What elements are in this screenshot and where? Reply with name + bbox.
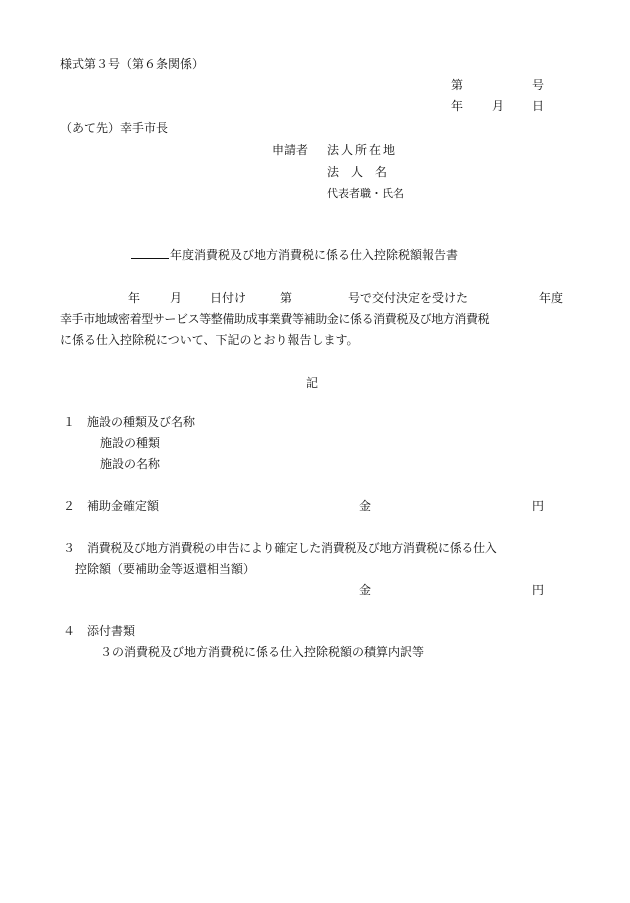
date-month: 月 [492, 99, 505, 113]
item-2-yen: 円 [532, 499, 545, 513]
body-date-suffix: 日付け [210, 291, 247, 305]
body-fiscal-year: 年度 [539, 291, 564, 305]
number-prefix: 第 [451, 78, 464, 92]
body-number-prefix: 第 [280, 291, 293, 305]
item-2-title: 補助金確定額 [87, 499, 160, 513]
addressee: （あて先）幸手市長 [60, 121, 169, 135]
date-year: 年 [451, 99, 464, 113]
ki-heading: 記 [306, 376, 319, 390]
body-year: 年 [128, 291, 141, 305]
applicant-rep-label: 代表者職・氏名 [327, 187, 404, 200]
item-2-number: ２ [63, 499, 76, 513]
item-1-sub-1: 施設の種類 [100, 436, 161, 450]
item-1-sub-2: 施設の名称 [100, 457, 161, 471]
number-suffix: 号 [532, 78, 545, 92]
form-label: 様式第３号（第６条関係） [60, 57, 205, 71]
item-2-kin: 金 [359, 499, 372, 513]
item-4-sub: ３の消費税及び地方消費税に係る仕入控除税額の積算内訳等 [100, 645, 425, 659]
body-month: 月 [170, 291, 183, 305]
item-3-title-line-2: 控除額（要補助金等返還相当額） [75, 562, 256, 576]
item-1-title: 施設の種類及び名称 [87, 415, 196, 429]
body-number-suffix: 号で交付決定を受けた [348, 291, 469, 305]
item-3-kin: 金 [359, 583, 372, 597]
date-day: 日 [532, 99, 545, 113]
applicant-address-label: 法人所在地 [327, 143, 398, 157]
applicant-name-label: 法 人 名 [327, 165, 388, 179]
item-3-number: ３ [63, 541, 76, 555]
body-line-3: に係る仕入控除税について、下記のとおり報告します。 [60, 333, 359, 347]
applicant-role-label: 申請者 [272, 143, 309, 157]
body-line-2: 幸手市地域密着型サービス等整備助成事業費等補助金に係る消費税及び地方消費税 [60, 312, 490, 326]
item-4-number: ４ [63, 624, 76, 638]
year-blank [131, 247, 169, 259]
report-title-text: 年度消費税及び地方消費税に係る仕入控除税額報告書 [170, 248, 459, 262]
item-3-title-line-1: 消費税及び地方消費税の申告により確定した消費税及び地方消費税に係る仕入 [87, 541, 497, 555]
item-4-title: 添付書類 [87, 624, 136, 638]
item-3-yen: 円 [532, 583, 545, 597]
item-1-number: １ [63, 415, 76, 429]
report-title [131, 247, 458, 263]
